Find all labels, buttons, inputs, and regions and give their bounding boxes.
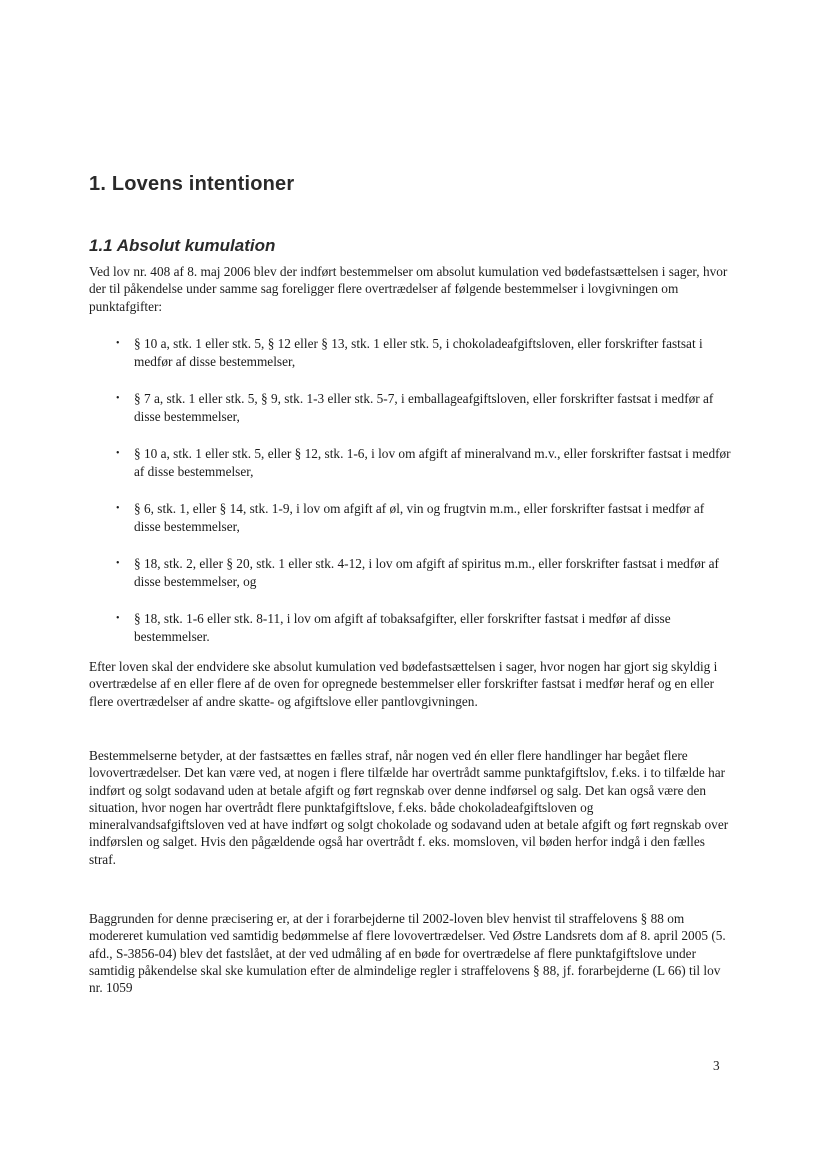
list-item: • § 6, stk. 1, eller § 14, stk. 1-9, i lov om afgift af øl, vin og frugtvin m.m., eller forskrifter fastsat i medfør af disse bestemmelser, (116, 501, 705, 534)
page-number: 3 (713, 1058, 720, 1073)
section-heading: 1. Lovens intentioner (89, 173, 295, 195)
bullet-icon: • (116, 393, 120, 404)
paragraph-baggrund: Baggrunden for denne præcisering er, at der i forarbejderne til 2002-loven blev henvist til straffelovens § 88 om modereret kumulation ved samtidig bedømmelse af flere lovovertrædelser. Ved Østre Landsrets dom af 8. april 2005 (5. afd., S-3856-04) blev det fastslået, at der ved udmåling af en bøde for overtrædelse af flere punktafgiftslove under samtidig påkendelse skal ske kumulation efter de almindelige regler i straffelovens § 88, jf. forarbejderne (L 66) til lov nr. 1059 (89, 911, 726, 996)
bullet-icon: • (116, 613, 120, 624)
bullet-icon: • (116, 558, 120, 569)
list-item: • § 7 a, stk. 1 eller stk. 5, § 9, stk. 1-3 eller stk. 5-7, i emballageafgiftsloven, eller forskrifter fastsat i medfør af disse bestemmelser, (116, 391, 714, 424)
bullet-icon: • (116, 338, 120, 349)
list-item: • § 18, stk. 2, eller § 20, stk. 1 eller stk. 4-12, i lov om afgift af spiritus m.m., eller forskrifter fastsat i medfør af disse bestemmelser, og (116, 556, 719, 589)
subsection-heading: 1.1 Absolut kumulation (89, 236, 276, 255)
provision-list (116, 335, 731, 665)
list-item: • § 10 a, stk. 1 eller stk. 5, § 12 eller § 13, stk. 1 eller stk. 5, i chokoladeafgiftsloven, eller forskrifter fastsat i medfør af disse bestemmelser, (116, 336, 703, 369)
list-item: • § 10 a, stk. 1 eller stk. 5, eller § 12, stk. 1-6, i lov om afgift af mineralvand m.v., eller forskrifter fastsat i medfør af disse bestemmelser, (116, 446, 731, 479)
intro-paragraph: Ved lov nr. 408 af 8. maj 2006 blev der indført bestemmelser om absolut kumulation ved bødefastsættelsen i sager, hvor der til påkendelse under samme sag foreligger flere overtrædelser af følgende bestemmelser i lovgivningen om punktafgifter: (89, 264, 728, 314)
list-item: • § 18, stk. 1-6 eller stk. 8-11, i lov om afgift af tobaksafgifter, eller forskrifter fastsat i medfør af disse bestemmelser. (116, 611, 671, 644)
bullet-icon: • (116, 448, 120, 459)
paragraph-kumulation: Efter loven skal der endvidere ske absolut kumulation ved bødefastsættelsen i sager, hvor nogen har gjort sig skyldig i overtrædelse af en eller flere af de oven for opregnede bestemmelser eller forskrifter fastsat i medfør heraf og en eller flere overtrædelser af andre skatte- og afgiftslove eller pantlovgivningen. (89, 659, 718, 709)
paragraph-betydning: Bestemmelserne betyder, at der fastsættes en fælles straf, når nogen ved én eller flere handlinger har begået flere lovovertrædelser. Det kan være ved, at nogen i flere tilfælde har overtrådt samme punktafgiftslov, f.eks. i to tilfælde har indført og solgt sodavand uden at betale afgift og ført regnskab over denne indførsel og salg. Det kan også være den situation, hvor nogen har overtrådt flere punktafgiftslove, f.eks. både chokoladeafgiftsloven og mineralvandsafgiftsloven ved at have indført og solgt chokolade og sodavand uden at betale afgift og ført regnskab over indførslen og salget. Hvis den pågældende også har overtrådt f. eks. momsloven, vil bøden herfor indgå i den fælles straf. (89, 748, 729, 867)
bullet-icon: • (116, 503, 120, 514)
